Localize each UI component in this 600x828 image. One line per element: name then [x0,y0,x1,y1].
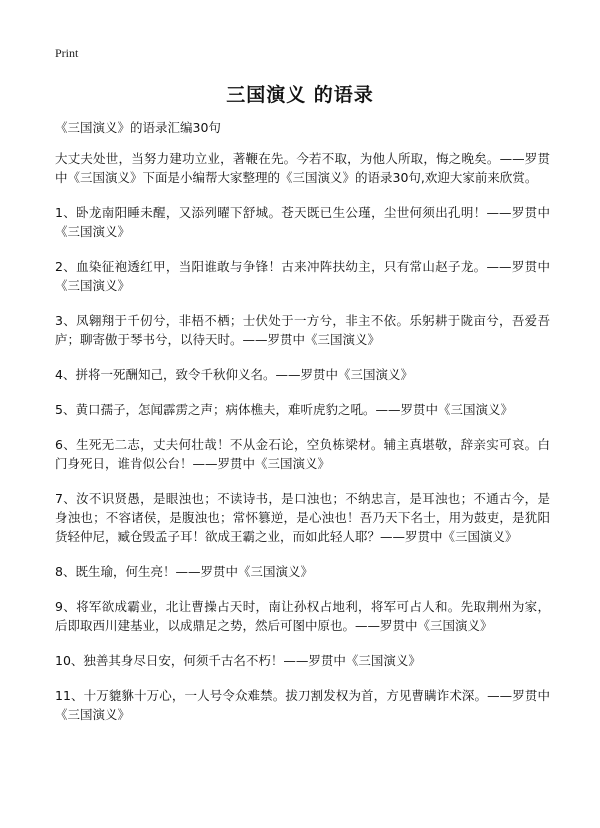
print-label: Print [55,46,79,60]
quote-item: 9、将军欲成霸业，北让曹操占天时，南让孙权占地利，将军可占人和。先取荆州为家，后即取西川建基业，以成鼎足之势，然后可图中原也。——罗贯中《三国演义》 [55,599,550,633]
document-title: 三国演义 的语录 [226,84,374,106]
quote-item: 11、十万貔貅十万心，一人号令众难禁。拔刀割发权为首，方见曹瞒诈术深。——罗贯中《三国演义》 [55,688,550,722]
quote-item: 8、既生瑜，何生亮！——罗贯中《三国演义》 [55,564,313,579]
quote-item: 6、生死无二志，丈夫何壮哉！不从金石论，空负栋梁材。辅主真堪敬，辞亲实可哀。白门身死日，谁肯似公台！——罗贯中《三国演义》 [55,437,550,471]
quote-item: 3、凤翱翔于千仞兮，非梧不栖；士伏处于一方兮，非主不依。乐躬耕于陇亩兮，吾爱吾庐；聊寄傲于琴书兮，以待天时。——罗贯中《三国演义》 [55,313,550,347]
quote-item: 4、拼将一死酬知己，致令千秋仰义名。——罗贯中《三国演义》 [55,367,413,382]
intro-paragraph: 大丈夫处世，当努力建功立业，著鞭在先。今若不取，为他人所取，悔之晚矣。——罗贯中《三国演义》下面是小编帮大家整理的《三国演义》的语录30句,欢迎大家前来欣赏。 [55,151,550,185]
quote-item: 5、黄口孺子，怎闻霹雳之声；病体樵夫，难听虎豹之吼。——罗贯中《三国演义》 [55,402,513,417]
quote-item: 10、独善其身尽日安，何须千古名不朽！——罗贯中《三国演义》 [55,653,421,668]
quote-item: 7、汝不识贤愚，是眼浊也；不读诗书，是口浊也；不纳忠言，是耳浊也；不通古今，是身浊也；不容诸侯，是腹浊也；常怀篡逆，是心浊也！吾乃天下名士，用为鼓吏，是犹阳货轻仲尼，臧仓毁孟子耳！欲成王霸之业，而如此轻人耶？——罗贯中《三国演义》 [55,491,550,544]
quote-item: 1、卧龙南阳睡未醒，又添列曜下舒城。苍天既已生公瑾，尘世何须出孔明！——罗贯中《三国演义》 [55,205,550,239]
document-body [55,118,550,740]
quote-item: 2、血染征袍透红甲，当阳谁敢与争锋！古来冲阵扶幼主，只有常山赵子龙。——罗贯中《三国演义》 [55,259,550,293]
document-subtitle: 《三国演义》的语录汇编30句 [55,120,221,135]
